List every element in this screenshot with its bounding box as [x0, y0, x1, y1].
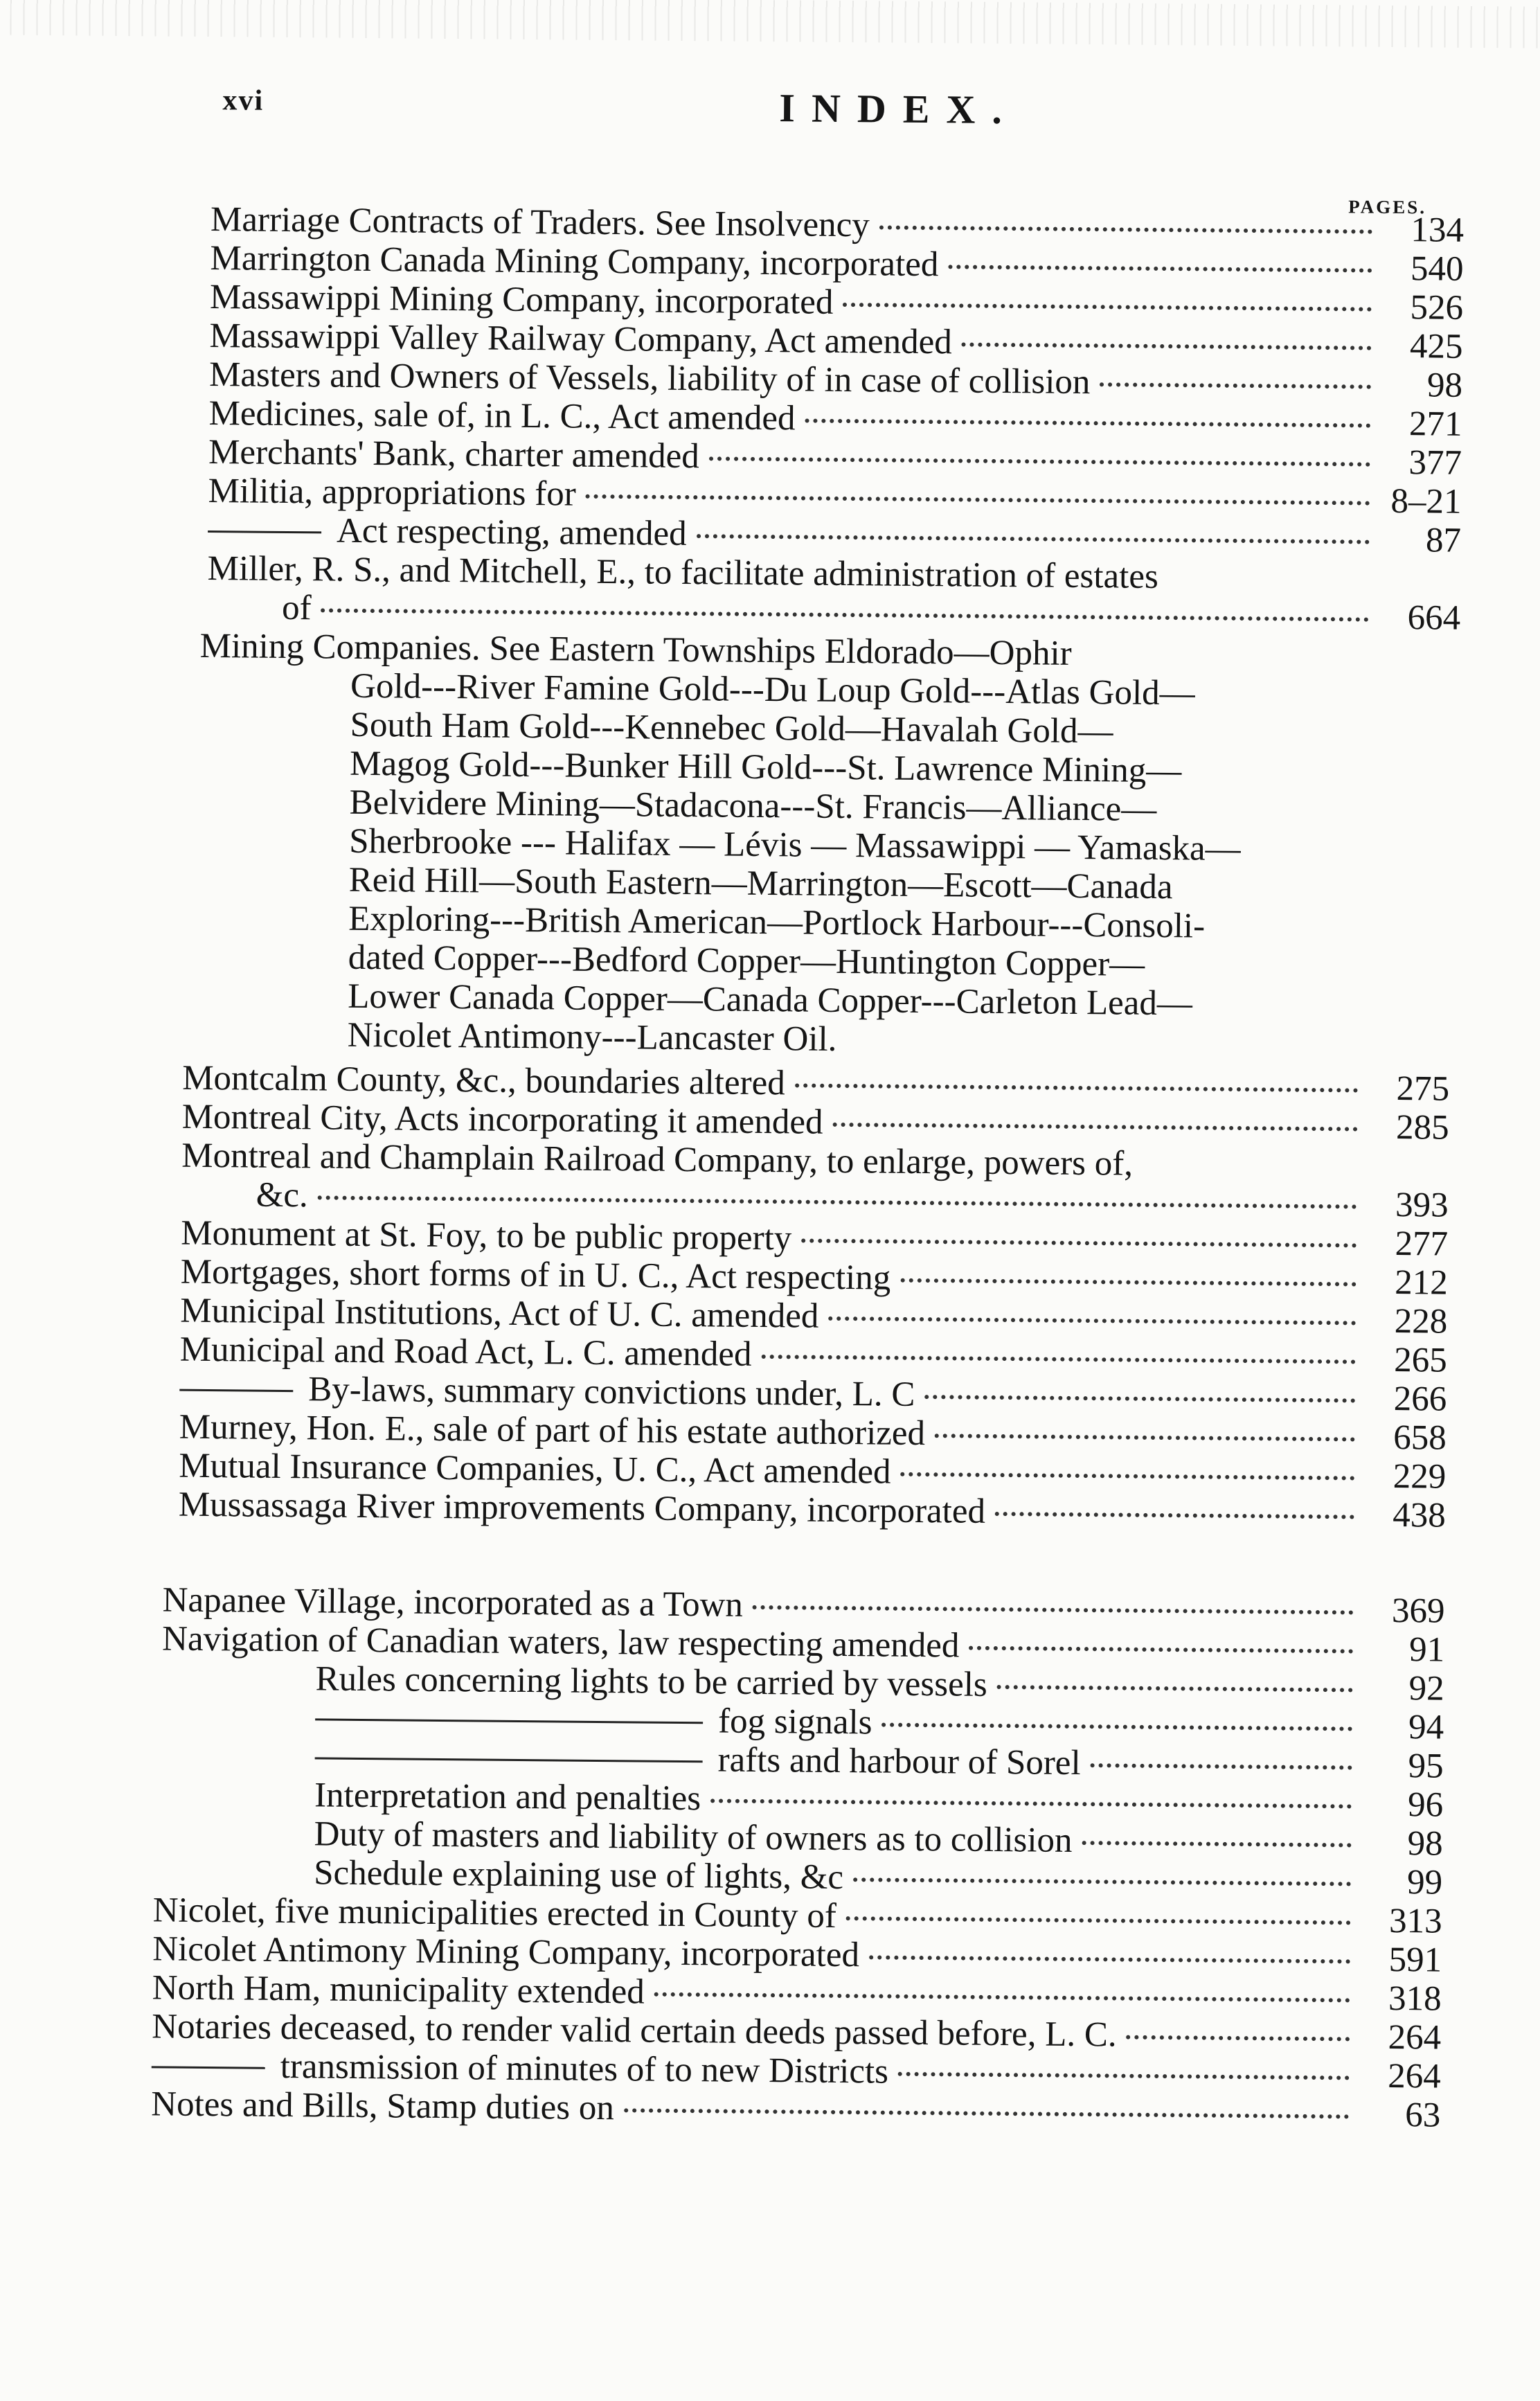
mining-line: Gold---River Famine Gold---Du Loup Gold---Atlas Gold— [350, 666, 1195, 713]
dot-leader [924, 1391, 1355, 1402]
entry-page: 313 [1388, 1901, 1442, 1941]
entry-page: 95 [1408, 1747, 1444, 1786]
entry-page: 229 [1393, 1456, 1447, 1497]
entry-page: 664 [1407, 598, 1461, 638]
mining-line: Sherbrooke --- Halifax — Lévis — Massawippi — Yamaska— [348, 821, 1241, 869]
entry-page: 393 [1395, 1185, 1449, 1225]
mining-companies-list [348, 667, 1242, 1062]
entry-text: Nicolet Antimony Mining Company, incorporated [152, 1929, 860, 1975]
entry-text: Notes and Bills, Stamp duties on [151, 2085, 615, 2128]
entry-text: Schedule explaining use of lights, &c [313, 1853, 844, 1898]
entry-page: 265 [1393, 1340, 1447, 1380]
entry-text: &c. [256, 1175, 309, 1215]
entry-page: 228 [1394, 1301, 1448, 1341]
entry-text: Monument at St. Foy, to be public property [181, 1213, 792, 1258]
mining-line: Nicolet Antimony---Lancaster Oil. [347, 1015, 837, 1059]
ditto-rule [315, 1718, 703, 1724]
pages-column-heading: PAGES. [1348, 196, 1427, 218]
entry-text: Massawippi Valley Railway Company, Act amended [209, 316, 953, 362]
entry-page: 99 [1406, 1863, 1443, 1902]
entry-text: Municipal and Road Act, L. C. amended [179, 1330, 752, 1374]
entry-page: 540 [1410, 249, 1464, 289]
print-specks [10, 0, 1540, 48]
folio-number: xvi [222, 84, 265, 117]
entry-text: Nicolet, five municipalities erected in County of [152, 1891, 837, 1936]
dot-leader [753, 1601, 1354, 1615]
entry-page: 377 [1408, 443, 1462, 483]
dot-leader [962, 338, 1372, 350]
entry-page: 87 [1425, 521, 1462, 560]
ditto-rule [179, 1389, 293, 1392]
dot-leader [828, 1312, 1356, 1326]
entry-text: transmission of minutes of to new Districts [280, 2046, 889, 2091]
dot-leader [843, 298, 1372, 312]
dot-leader [869, 1951, 1350, 1963]
entry-page: 63 [1404, 2096, 1441, 2135]
mining-line: Belvidere Mining—Stadacona---St. Francis—Alliance— [349, 783, 1157, 829]
entry-text: Medicines, sale of, in L. C., Act amended [208, 393, 796, 438]
entry-page: 277 [1395, 1224, 1449, 1264]
dot-leader [901, 1468, 1355, 1481]
mining-line: Lower Canada Copper—Canada Copper---Carleton Lead— [348, 976, 1193, 1024]
dot-leader [898, 2068, 1350, 2080]
entry-text: rafts and harbour of Sorel [717, 1740, 1081, 1783]
dot-leader [846, 1912, 1351, 1925]
entry-page: 285 [1395, 1107, 1449, 1148]
entry-text: Marrington Canada Mining Company, incorporated [210, 239, 939, 285]
entry-text: Notaries deceased, to render valid certain deeds passed before, L. C. [152, 2007, 1117, 2055]
mining-line: Reid Hill—South Eastern—Marrington—Escott—Canada [348, 860, 1173, 907]
entry-page: 266 [1393, 1379, 1447, 1419]
mining-line: Magog Gold---Bunker Hill Gold---St. Lawrence Mining— [349, 744, 1182, 791]
entry-text: of [281, 588, 312, 628]
mining-line: dated Copper---Bedford Copper—Huntington Copper— [348, 938, 1145, 984]
page-title: INDEX. [779, 85, 1019, 133]
entry-page: 658 [1393, 1418, 1447, 1458]
dot-leader [709, 452, 1370, 466]
entry-text: Montreal and Champlain Railroad Company, to enlarge, powers of, [181, 1136, 1134, 1184]
entry-page: 264 [1388, 2017, 1442, 2058]
dot-leader [853, 1873, 1351, 1886]
dot-leader [624, 2104, 1349, 2118]
entry-page: 318 [1388, 1979, 1442, 2019]
dot-leader [586, 490, 1370, 506]
ditto-rule [152, 2066, 265, 2069]
dot-leader [795, 1079, 1359, 1092]
dot-leader [318, 1191, 1357, 1208]
dot-leader [879, 221, 1372, 233]
entry-text: Marriage Contracts of Traders. See Insolvency [210, 200, 870, 245]
entry-page: 98 [1426, 366, 1463, 405]
entry-text: Massawippi Mining Company, incorporated [209, 277, 834, 322]
dot-leader [805, 415, 1370, 428]
mining-line: Exploring---British American—Portlock Harbour---Consoli- [348, 899, 1206, 946]
entry-text: North Ham, municipality extended [152, 1968, 645, 2012]
entry-text: Miller, R. S., and Mitchell, E., to facilitate administration of estates [207, 548, 1159, 596]
dot-leader [801, 1235, 1357, 1248]
entry-page: 96 [1407, 1785, 1444, 1825]
entry-text: Mortgages, short forms of in U. C., Act respecting [180, 1252, 891, 1298]
dot-leader [900, 1274, 1357, 1287]
entry-text: fog signals [717, 1702, 872, 1742]
entry-text: Mutual Insurance Companies, U. C., Act amended [179, 1446, 891, 1492]
entry-page: 8–21 [1390, 481, 1462, 521]
entry-page: 526 [1410, 288, 1464, 328]
dot-leader [948, 260, 1372, 272]
entry-page: 91 [1408, 1630, 1445, 1670]
dot-leader [1127, 2031, 1350, 2042]
entry-text: Mussassaga River improvements Company, incorporated [178, 1485, 986, 1531]
entry-text: Municipal Institutions, Act of U. C. amended [180, 1291, 819, 1336]
entry-text: By-laws, summary convictions under, L. C [308, 1370, 915, 1414]
dot-leader [1091, 1759, 1352, 1769]
entry-page: 425 [1409, 327, 1463, 366]
entry-page: 438 [1393, 1495, 1447, 1535]
dot-leader [1100, 378, 1371, 389]
dot-leader [761, 1350, 1355, 1364]
entry-page: 264 [1387, 2056, 1441, 2096]
entry-text: Mining Companies. See Eastern Townships Eldorado—Ophir [199, 626, 1072, 673]
entry-text: Militia, appropriations for [208, 471, 576, 514]
dot-leader [881, 1719, 1352, 1731]
entry-text: Murney, Hon. E., sale of part of his estate authorized [179, 1407, 926, 1454]
dot-leader [321, 604, 1370, 621]
ditto-rule [315, 1757, 703, 1762]
entry-page: 275 [1396, 1069, 1450, 1109]
entry-text: Montreal City, Acts incorporating it amended [181, 1097, 823, 1142]
dot-leader [654, 1988, 1350, 2003]
entry-page: 94 [1408, 1708, 1444, 1747]
mining-line: South Ham Gold---Kennebec Gold—Havalah Gold— [350, 705, 1113, 751]
entry-page: 134 [1411, 211, 1465, 250]
dot-leader [969, 1642, 1353, 1654]
dot-leader [997, 1681, 1353, 1692]
dot-leader [995, 1508, 1354, 1519]
dot-leader [697, 530, 1370, 544]
entry-page: 212 [1394, 1262, 1448, 1303]
entry-page: 591 [1388, 1940, 1442, 1980]
entry-page: 98 [1407, 1824, 1443, 1864]
entry-text: Montcalm County, &c., boundaries altered [181, 1058, 785, 1103]
entry-page: 369 [1391, 1591, 1445, 1631]
entry-text: Napanee Village, incorporated as a Town [162, 1580, 744, 1625]
entry-text: Rules concerning lights to be carried by vessels [315, 1659, 988, 1704]
dot-leader [935, 1429, 1355, 1441]
entry-page: 92 [1408, 1669, 1444, 1708]
entry-text: Interpretation and penalties [314, 1776, 701, 1819]
ditto-rule [208, 530, 321, 533]
entry-text: Duty of masters and liability of owners as to collision [314, 1814, 1073, 1860]
entry-page: 271 [1408, 404, 1462, 444]
entry-text: Navigation of Canadian waters, law respecting amended [161, 1619, 960, 1666]
entry-text: Act respecting, amended [336, 511, 687, 554]
dot-leader [832, 1118, 1357, 1132]
entry-text: Merchants' Bank, charter amended [208, 432, 700, 476]
entry-text: Masters and Owners of Vessels, liability of in case of collision [208, 355, 1091, 402]
dot-leader [710, 1794, 1352, 1808]
dot-leader [1082, 1837, 1352, 1847]
